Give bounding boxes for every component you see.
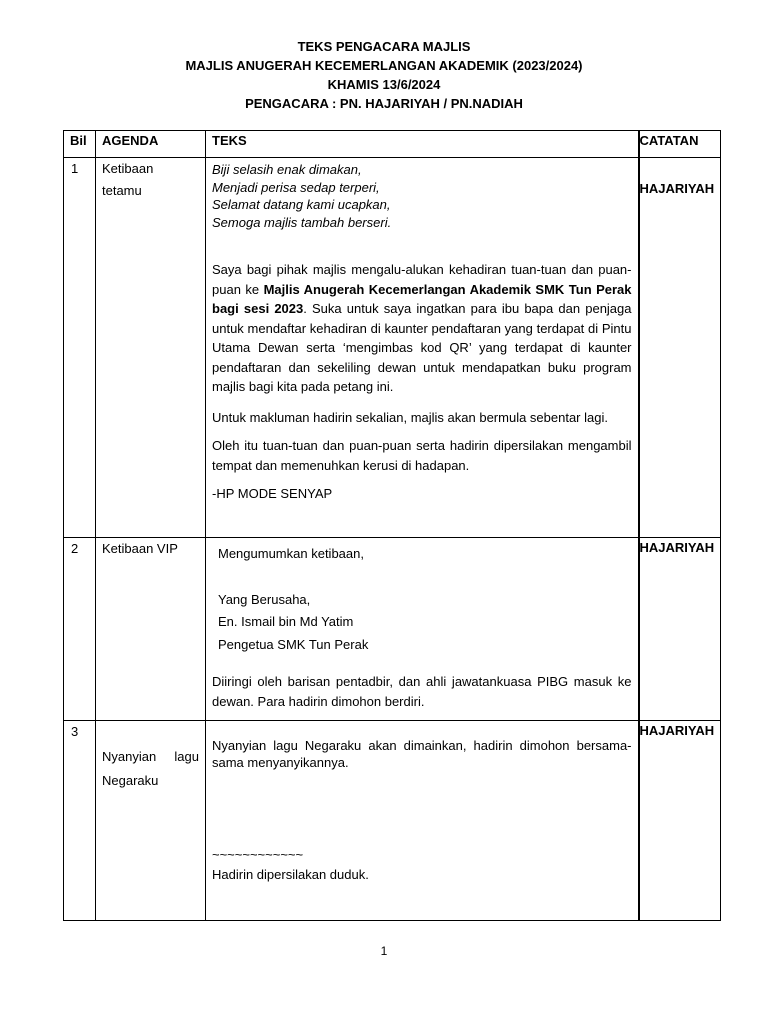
vip-name: En. Ismail bin Md Yatim [218, 614, 354, 629]
row-agenda [96, 721, 206, 921]
separator-tilde: ~~~~~~~~~~~~ [212, 847, 304, 862]
agenda-table [63, 130, 721, 921]
vip-title: Yang Berusaha, [218, 591, 311, 607]
row-number: 1 [64, 158, 96, 538]
row-text [206, 158, 639, 538]
phone-silent-note: -HP MODE SENYAP [212, 486, 333, 501]
sit-down-line: Hadirin dipersilakan duduk. [212, 867, 369, 882]
pantun [212, 160, 632, 231]
agenda-text: Nyanyian lagu [102, 749, 199, 764]
row-catatan: HAJARIYAH [639, 158, 721, 538]
document-heading [0, 37, 768, 113]
header-bil: Bil [64, 131, 96, 158]
row-number: 3 [64, 721, 96, 921]
event-name: Majlis Anugerah Kecemerlangan Akademik SMK Tun Perak bagi sesi 2023 [212, 281, 632, 316]
header-catatan: CATATAN [639, 131, 721, 158]
table-row [64, 538, 721, 721]
pantun-line: Biji selasih enak dimakan, [212, 162, 362, 177]
page-number: 1 [380, 944, 388, 958]
entourage-paragraph: Diiringi oleh barisan pentadbir, dan ahli jawatankuasa PIBG masuk ke dewan. Para hadirin dimohon berdiri. [212, 674, 632, 709]
pantun-line: Semoga majlis tambah berseri. [212, 214, 392, 230]
row-text [206, 721, 639, 921]
row-catatan: HAJARIYAH [639, 721, 721, 921]
pantun-line: Menjadi perisa sedap terperi, [212, 179, 380, 195]
table-row [64, 721, 721, 921]
heading-date: KHAMIS 13/6/2024 [327, 77, 441, 92]
info-paragraph: Untuk makluman hadirin sekalian, majlis akan bermula sebentar lagi. [212, 409, 608, 425]
table-header-row [64, 131, 721, 158]
row-agenda [96, 158, 206, 538]
anthem-paragraph: Nyanyian lagu Negaraku akan dimainkan, hadirin dimohon bersama-sama menyanyikannya. [212, 738, 632, 770]
header-agenda: AGENDA [96, 131, 206, 158]
vip-position: Pengetua SMK Tun Perak [218, 636, 369, 652]
header-teks: TEKS [206, 131, 639, 158]
row-catatan: HAJARIYAH [639, 538, 721, 721]
announcement-line: Mengumumkan ketibaan, [218, 546, 364, 561]
table-row [64, 158, 721, 538]
pantun-line: Selamat datang kami ucapkan, [212, 197, 391, 212]
agenda-text: tetamu [102, 183, 142, 198]
heading-emcee: PENGACARA : PN. HAJARIYAH / PN.NADIAH [245, 96, 523, 111]
agenda-text: Negaraku [102, 773, 159, 788]
heading-event: MAJLIS ANUGERAH KECEMERLANGAN AKADEMIK (2023/2024) [185, 58, 583, 73]
agenda-text: Ketibaan [102, 161, 154, 176]
heading-title: TEKS PENGACARA MAJLIS [297, 39, 471, 54]
agenda-text: Ketibaan VIP [102, 541, 178, 556]
seating-paragraph: Oleh itu tuan-tuan dan puan-puan serta hadirin dipersilakan mengambil tempat dan memenuhkan kerusi di hadapan. [212, 438, 632, 473]
row-agenda [96, 538, 206, 721]
row-text [206, 538, 639, 721]
row-number: 2 [64, 538, 96, 721]
welcome-paragraph: Saya bagi pihak majlis mengalu-alukan kehadiran tuan-tuan dan puan-puan ke Majlis Anugerah Kecemerlangan Akademik SMK Tun Perak bagi sesi 2023. Suka untuk saya ingatkan para ibu bapa dan penjaga untuk mendaftar kehadiran di kaunter pendaftaran yang terdapat di Pintu Utama Dewan serta ‘mengimbas kod QR’ yang terdapat di kaunter pendaftaran dan sekeliling dewan untuk mendapatkan buku program majlis bagi kita pada petang ini. [212, 262, 632, 394]
